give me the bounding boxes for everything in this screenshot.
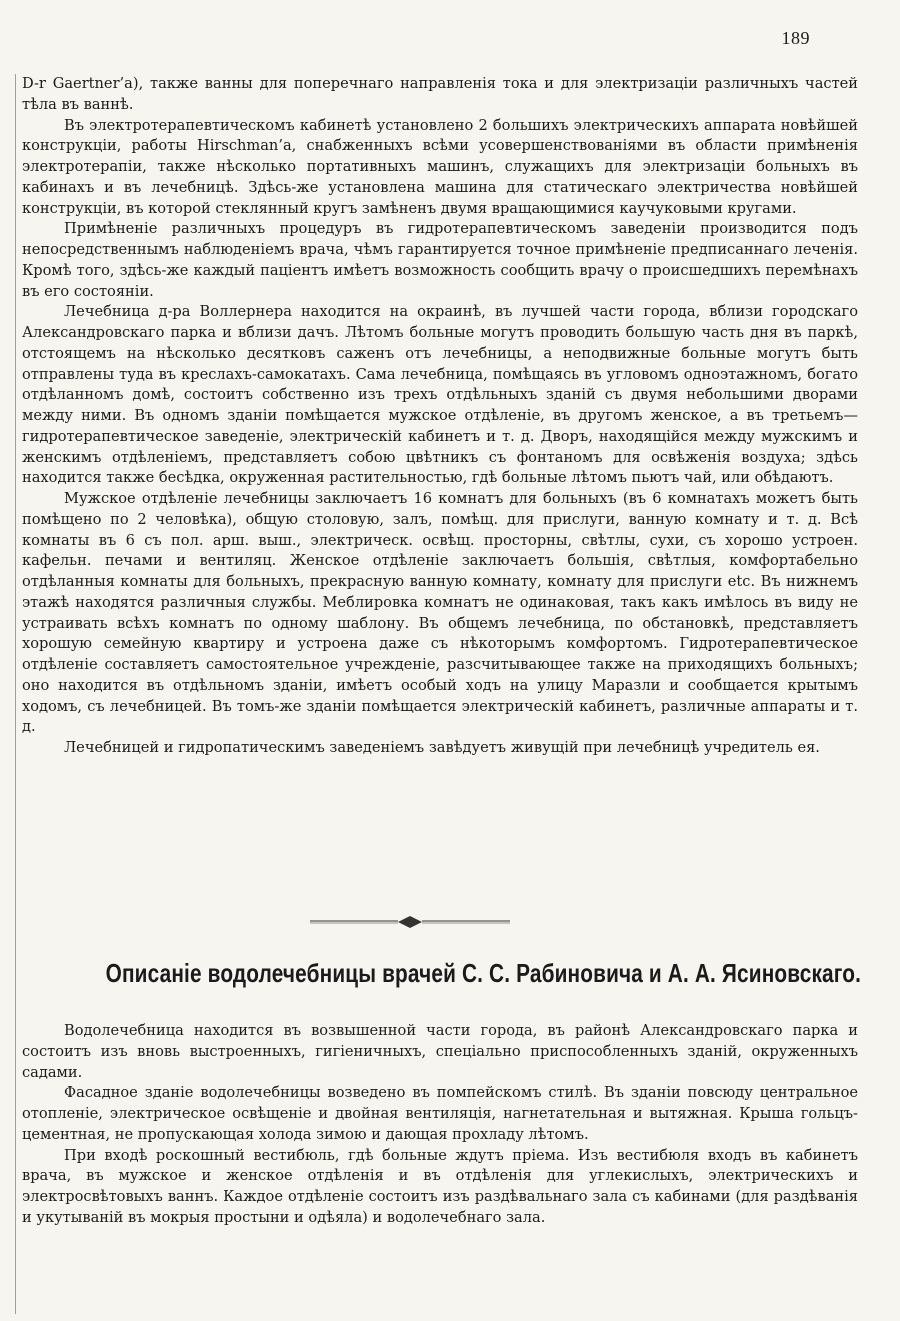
lower-text-block [22,1021,858,1229]
paragraph-continuation: D-r Gaertner’a), также ванны для поперечнаго направленія тока и для электризаціи различныхъ частей тѣла въ ваннѣ. [22,75,858,113]
paragraph-electrotherapy-cabinet: Въ электротерапевтическомъ кабинетѣ установлено 2 большихъ электрическихъ аппарата новѣйшей конструкціи, работы Hirschman’a, снабженныхъ всѣми усовершенствованіями въ области примѣненія электротерапіи, также нѣсколько портативныхъ машинъ, служащихъ для электризаціи больныхъ въ кабинахъ и въ лечебницѣ. Здѣсь-же установлена машина для статическаго электричества новѣйшей конструкціи, въ которой стеклянный кругъ замѣненъ двумя вращающимися каучуковыми кругами. [22,116,858,217]
paragraph-hydropathic-location: Водолечебница находится въ возвышенной части города, въ районѣ Александровскаго парка и состоитъ изъ вновь выстроенныхъ, гигіеничныхъ, спеціально приспособленныхъ зданій, окруженныхъ садами. [22,1022,858,1081]
margin-rule [15,74,16,1314]
paragraph-procedures: Примѣненіе различныхъ процедуръ въ гидротерапевтическомъ заведеніи производится подъ непосредственнымъ наблюденіемъ врача, чѣмъ гарантируется точное примѣненіе предписаннаго леченія. Кромѣ того, здѣсь-же каждый паціентъ имѣетъ возможность сообщить врачу о происшедшихъ перемѣнахъ въ его состояніи. [22,220,858,300]
paragraph-management: Лечебницей и гидропатическимъ заведеніемъ завѣдуетъ живущій при лечебницѣ учредитель ея. [64,739,820,756]
upper-text-block [22,74,858,759]
section-separator-ornament [310,915,510,929]
paragraph-mens-department: Мужское отдѣленіе лечебницы заключаетъ 16 комнатъ для больныхъ (въ 6 комнатахъ можетъ быть помѣщено по 2 человѣка), общую столовую, залъ, помѣщ. для прислуги, ванную комнату и т. д. Всѣ комнаты въ 6 съ пол. арш. выш., электрическ. освѣщ. просторны, свѣтлы, сухи, съ хорошо устроен. кафельн. печами и вентиляц. Женское отдѣленіе заключаетъ большія, свѣтлыя, комфортабельно отдѣланныя комнаты для больныхъ, прекрасную ванную комнату, комнату для прислуги etc. Въ нижнемъ этажѣ находятся различныя службы. Меблировка комнатъ не одинаковая, такъ какъ имѣлось въ виду не устраивать всѣхъ комнатъ по одному шаблону. Въ общемъ лечебница, по обстановкѣ, представляетъ хорошую семейную квартиру и устроена даже съ нѣкоторымъ комфортомъ. Гидротерапевтическое отдѣленіе составляетъ самостоятельное учрежденіе, разсчитывающее также на приходящихъ больныхъ; оно находится въ отдѣльномъ зданіи, имѣетъ особый ходъ на улицу Маразли и сообщается крытымъ ходомъ, съ лечебницей. Въ томъ-же зданіи помѣщается электрическій кабинетъ, различные аппараты и т. д. [22,490,858,736]
paragraph-vestibule: При входѣ роскошный вестибюль, гдѣ больные ждутъ пріема. Изъ вестибюля входъ въ кабинетъ врача, въ мужское и женское отдѣленія и въ отдѣленія для углекислыхъ, электрическихъ и электросвѣтовыхъ ваннъ. Каждое отдѣленіе состоитъ изъ раздѣвальнаго зала съ кабинами (для раздѣванія и укутываній въ мокрыя простыни и одѣяла) и водолечебнаго зала. [22,1146,858,1226]
paragraph-clinic-location: Лечебница д-ра Воллернера находится на окраинѣ, въ лучшей части города, вблизи городскаго Александровскаго парка и вблизи дачъ. Лѣтомъ больные могутъ проводить большую часть дня въ паркѣ, отстоящемъ на нѣсколько десятковъ саженъ отъ лечебницы, а неподвижные больные могутъ быть отправлены туда въ креслахъ-самокатахъ. Сама лечебница, помѣщаясь въ угловомъ одноэтажномъ, богато отдѣланномъ домѣ, состоитъ собственно изъ трехъ отдѣльныхъ зданій съ двумя небольшими дворами между ними. Въ одномъ зданіи помѣщается мужское отдѣленіе, въ другомъ женское, а въ третьемъ—гидротерапевтическое заведеніе, электрическій кабинетъ и т. д. Дворъ, находящійся между мужскимъ и женскимъ отдѣленіемъ, представляетъ собою цвѣтникъ съ фонтаномъ для освѣженія воздуха; здѣсь находится также бесѣдка, окруженная растительностью, гдѣ больные лѣтомъ пьютъ чай, или обѣдаютъ. [22,303,858,487]
paragraph-facade-building: Фасадное зданіе водолечебницы возведено въ помпейскомъ стилѣ. Въ зданіи повсюду центральное отопленіе, электрическое освѣщеніе и двойная вентиляція, нагнетательная и вытяжная. Крыша гольцъ-цементная, не пропускающая холода зимою и дающая прохладу лѣтомъ. [22,1084,858,1143]
section-heading: Описаніе водолечебницы врачей С. С. Рабиновича и А. А. Ясиновскаго. [105,958,862,988]
page-number: 189 [781,28,810,48]
